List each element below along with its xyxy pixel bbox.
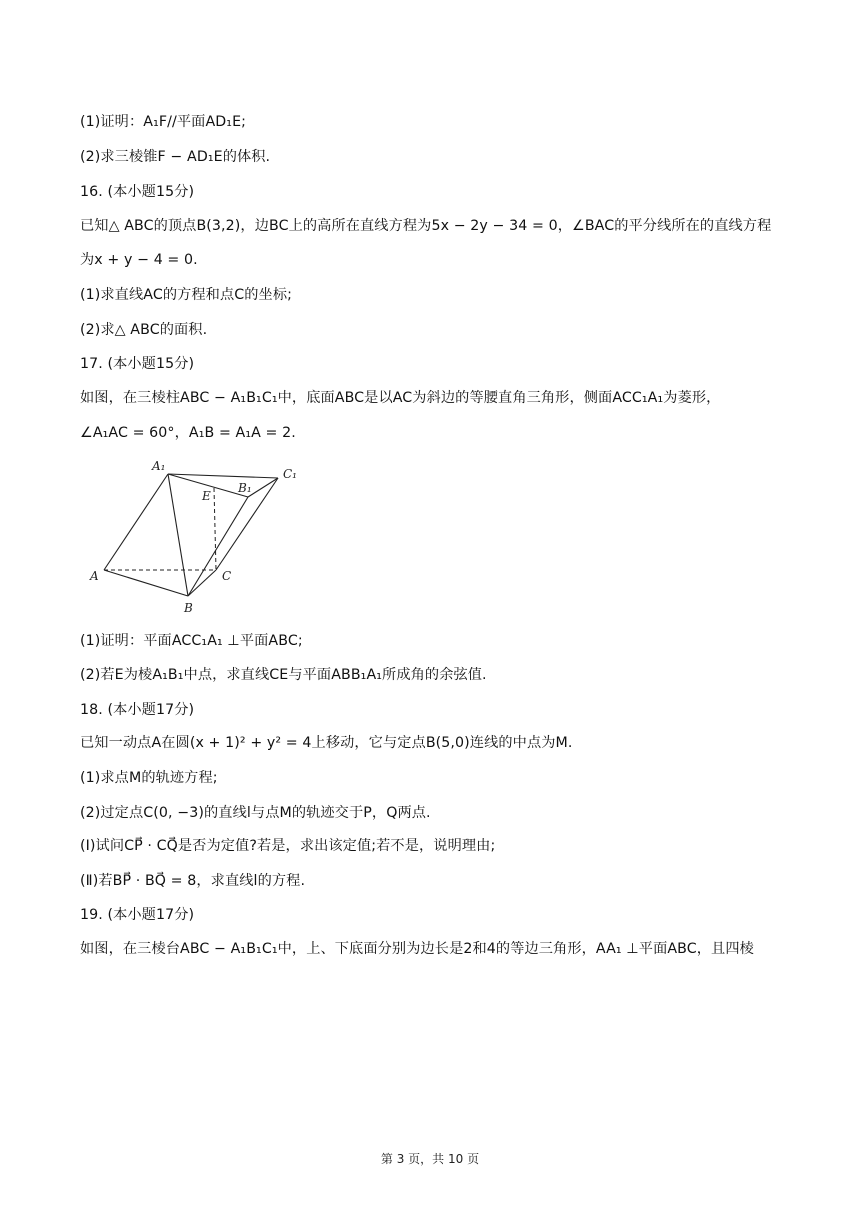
- problem-17-part1: (1)证明：平面ACC₁A₁ ⊥平面ABC;: [80, 633, 303, 649]
- edge-A1-A: [104, 474, 168, 570]
- problem-15-part2: (2)求三棱锥F − AD₁E的体积.: [80, 149, 271, 165]
- problem-18-part2-ii: (Ⅱ)若BP⃗ · BQ⃗ = 8，求直线l的方程.: [80, 873, 306, 889]
- prism-diagram: [80, 452, 320, 622]
- problem-19-text: 如图，在三棱台ABC − A₁B₁C₁中，上、下底面分别为边长是2和4的等边三角形，AA₁ ⊥平面ABC，且四棱: [80, 941, 754, 957]
- problem-18-part1: (1)求点M的轨迹方程;: [80, 770, 218, 786]
- label-E: E: [202, 489, 211, 503]
- prism-figure: [80, 452, 320, 622]
- problem-17-text-1: 如图，在三棱柱ABC − A₁B₁C₁中，底面ABC是以AC为斜边的等腰直角三角形，侧面ACC₁A₁为菱形，: [80, 390, 721, 406]
- label-B1: B₁: [238, 481, 252, 495]
- page-footer: 第 3 页，共 10 页: [380, 1152, 480, 1166]
- label-C1: C₁: [283, 467, 297, 481]
- problem-16-heading: 16. (本小题15分): [80, 184, 195, 200]
- label-C: C: [222, 569, 232, 583]
- edge-E-C-hidden: [214, 488, 216, 570]
- problem-16-text-2: 为x + y − 4 = 0.: [80, 252, 198, 268]
- edge-B1-B: [188, 497, 248, 596]
- problem-15-part1: (1)证明：A₁F//平面AD₁E;: [80, 114, 247, 130]
- problem-16-part2: (2)求△ ABC的面积.: [80, 322, 208, 338]
- problem-19-heading: 19. (本小题17分): [80, 907, 195, 923]
- label-B: B: [184, 601, 193, 615]
- problem-18-part2: (2)过定点C(0, −3)的直线l与点M的轨迹交于P，Q两点.: [80, 805, 431, 821]
- problem-17-part2: (2)若E为棱A₁B₁中点，求直线CE与平面ABB₁A₁所成角的余弦值.: [80, 667, 487, 683]
- problem-17-heading: 17. (本小题15分): [80, 356, 195, 372]
- edge-A1-C1: [168, 474, 278, 478]
- problem-18-part2-i: (Ⅰ)试问CP⃗ · CQ⃗是否为定值?若是，求出该定值;若不是，说明理由;: [80, 838, 496, 854]
- label-A1: A₁: [152, 459, 166, 473]
- problem-18-heading: 18. (本小题17分): [80, 702, 195, 718]
- edge-A1-B: [168, 474, 188, 596]
- label-A: A: [90, 569, 99, 583]
- problem-16-text-1: 已知△ ABC的顶点B(3,2)，边BC上的高所在直线方程为5x − 2y − 34 = 0，∠BAC的平分线所在的直线方程: [80, 218, 772, 234]
- edge-C1-B1: [248, 478, 278, 497]
- problem-17-text-2: ∠A₁AC = 60°，A₁B = A₁A = 2.: [80, 425, 296, 441]
- problem-16-part1: (1)求直线AC的方程和点C的坐标;: [80, 287, 293, 303]
- problem-18-text: 已知一动点A在圆(x + 1)² + y² = 4上移动，它与定点B(5,0)连线的中点为M.: [80, 735, 573, 751]
- edge-A-B: [104, 570, 188, 596]
